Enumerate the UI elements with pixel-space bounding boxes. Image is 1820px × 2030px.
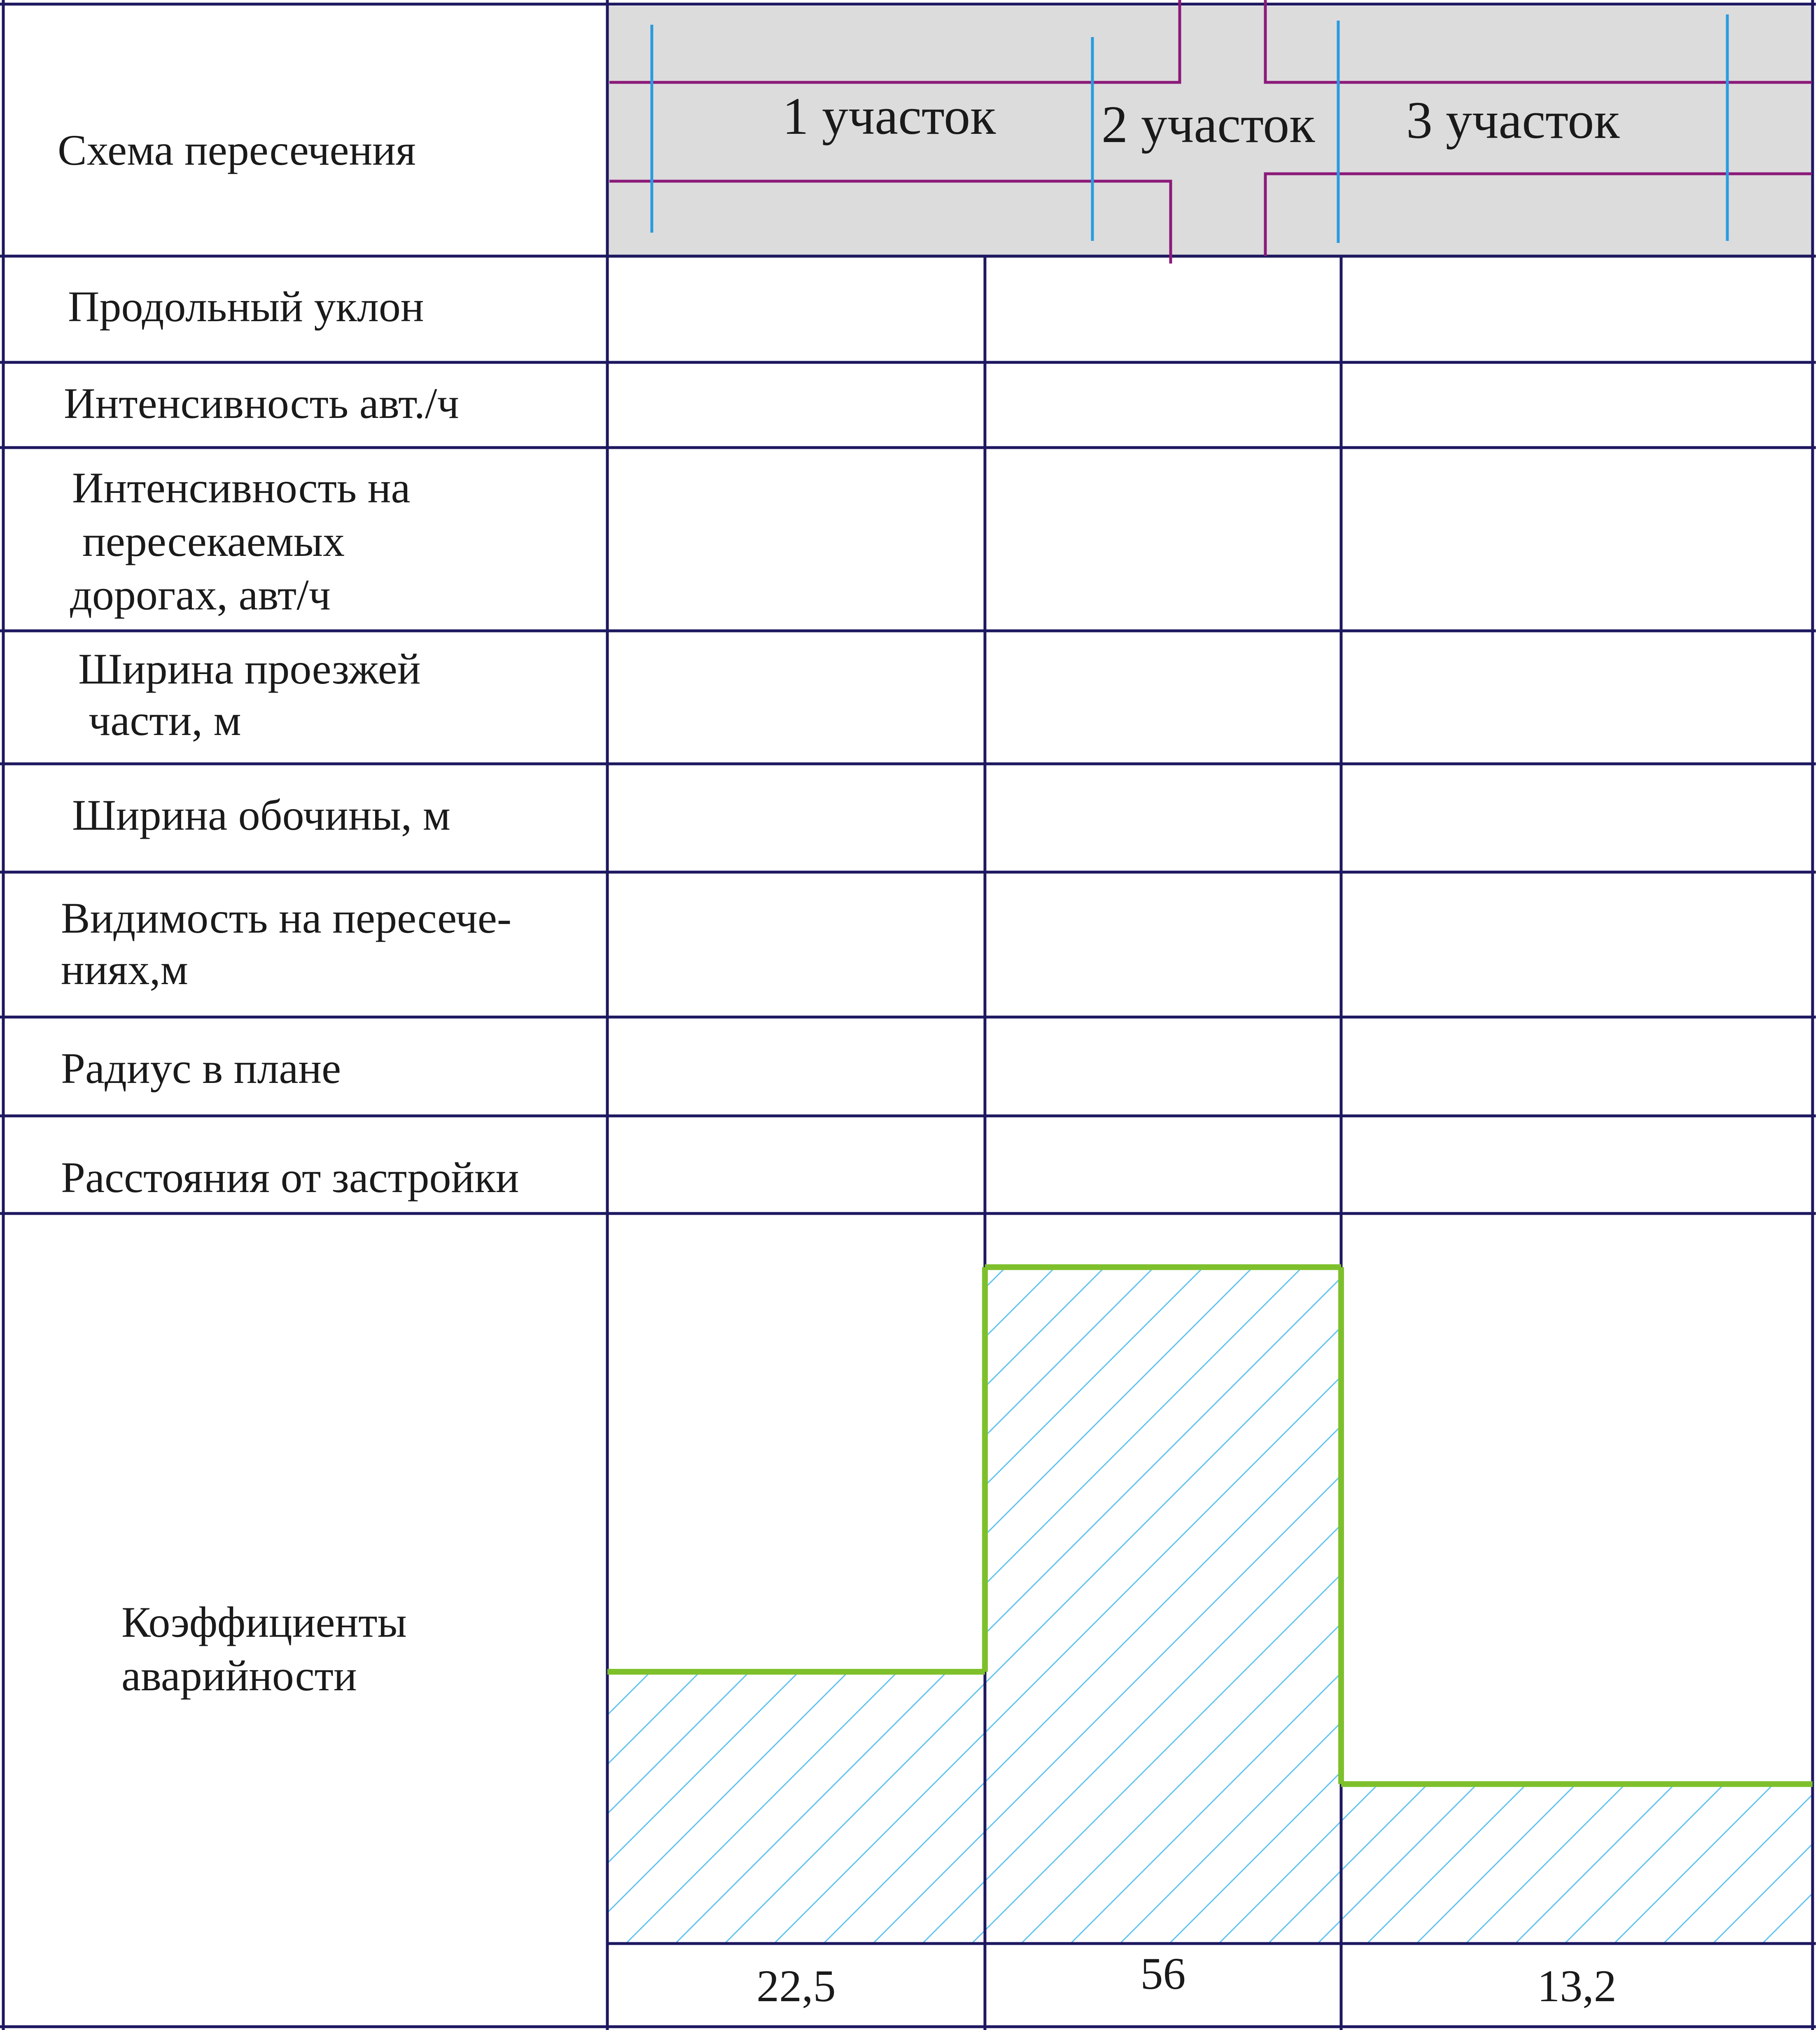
- row-label-intensity: Интенсивность авт./ч: [64, 379, 459, 427]
- row-label-accident-rate: [121, 1598, 418, 1700]
- row-label-line: Видимость на пересече-: [61, 894, 512, 942]
- row-label-line: пересекаемых: [82, 517, 345, 565]
- row-label-line: Интенсивность на: [72, 464, 411, 512]
- section-label-2: 2 участок: [1101, 95, 1315, 154]
- row-label-scheme: Схема пересечения: [58, 126, 416, 174]
- row-label-visibility: [61, 894, 523, 994]
- row-label-radius: Радиус в плане: [61, 1044, 341, 1092]
- row-label-line: Коэффициенты: [121, 1598, 407, 1646]
- value-label-section-2: 56: [1140, 1948, 1186, 1999]
- row-label-shoulder-width: Ширина обочины, м: [72, 791, 450, 839]
- row-label-line: части, м: [89, 696, 241, 744]
- value-label-section-3: 13,2: [1537, 1961, 1617, 2011]
- section-label-3: 3 участок: [1406, 91, 1620, 149]
- value-label-section-1: 22,5: [756, 1961, 836, 2011]
- row-label-line: аварийности: [121, 1652, 357, 1700]
- row-label-line: дорогах, авт/ч: [70, 571, 331, 619]
- row-label-road-width: [78, 645, 432, 744]
- row-label-line: ниях,м: [61, 945, 188, 994]
- row-label-building-distance: Расстояния от застройки: [61, 1153, 519, 1202]
- row-label-line: Ширина проезжей: [78, 645, 421, 693]
- section-label-1: 1 участок: [782, 87, 996, 145]
- row-label-slope: Продольный уклон: [68, 282, 424, 331]
- accident-rate-fill: [607, 1267, 1813, 1944]
- row-label-intensity-crossing: [70, 464, 421, 619]
